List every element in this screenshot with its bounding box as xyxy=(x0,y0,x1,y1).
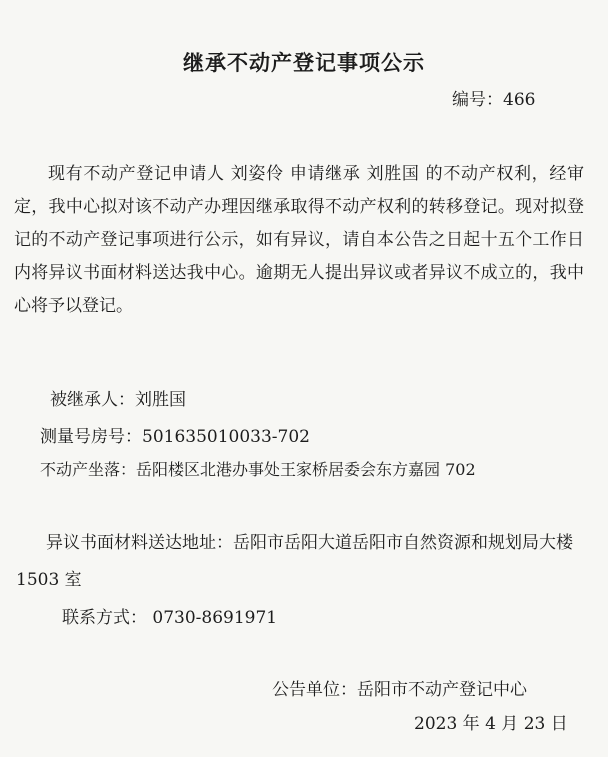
issuer-line: 公告单位：岳阳市不动产登记中心 xyxy=(272,680,527,700)
document-number: 编号：466 xyxy=(452,90,536,110)
notice-title: 继承不动产登记事项公示 xyxy=(183,51,425,75)
contact-line: 联系方式： 0730-8691971 xyxy=(62,608,278,628)
notice-body: 现有不动产登记申请人 刘姿伶 申请继承 刘胜国 的不动产权利，经审定，我中心拟对该不动产办理因继承取得不动产权利的转移登记。现对拟登记的不动产登记事项进行公示，如有异议，请自本公告之日起十五个工作日内将异议书面材料送达我中心。逾期无人提出异议或者异议不成立的，我中心将予以登记。 xyxy=(14,164,584,316)
property-location-line: 不动产坐落：岳阳楼区北港办事处王家桥居委会东方嘉园 702 xyxy=(40,460,476,479)
decedent-line: 被继承人：刘胜国 xyxy=(50,390,186,410)
survey-number-line: 测量号房号：501635010033-702 xyxy=(40,427,310,447)
objection-address: 异议书面材料送达地址：岳阳市岳阳大道岳阳市自然资源和规划局大楼 1503 室 xyxy=(16,533,573,590)
notice-date: 2023 年 4 月 23 日 xyxy=(414,714,568,734)
